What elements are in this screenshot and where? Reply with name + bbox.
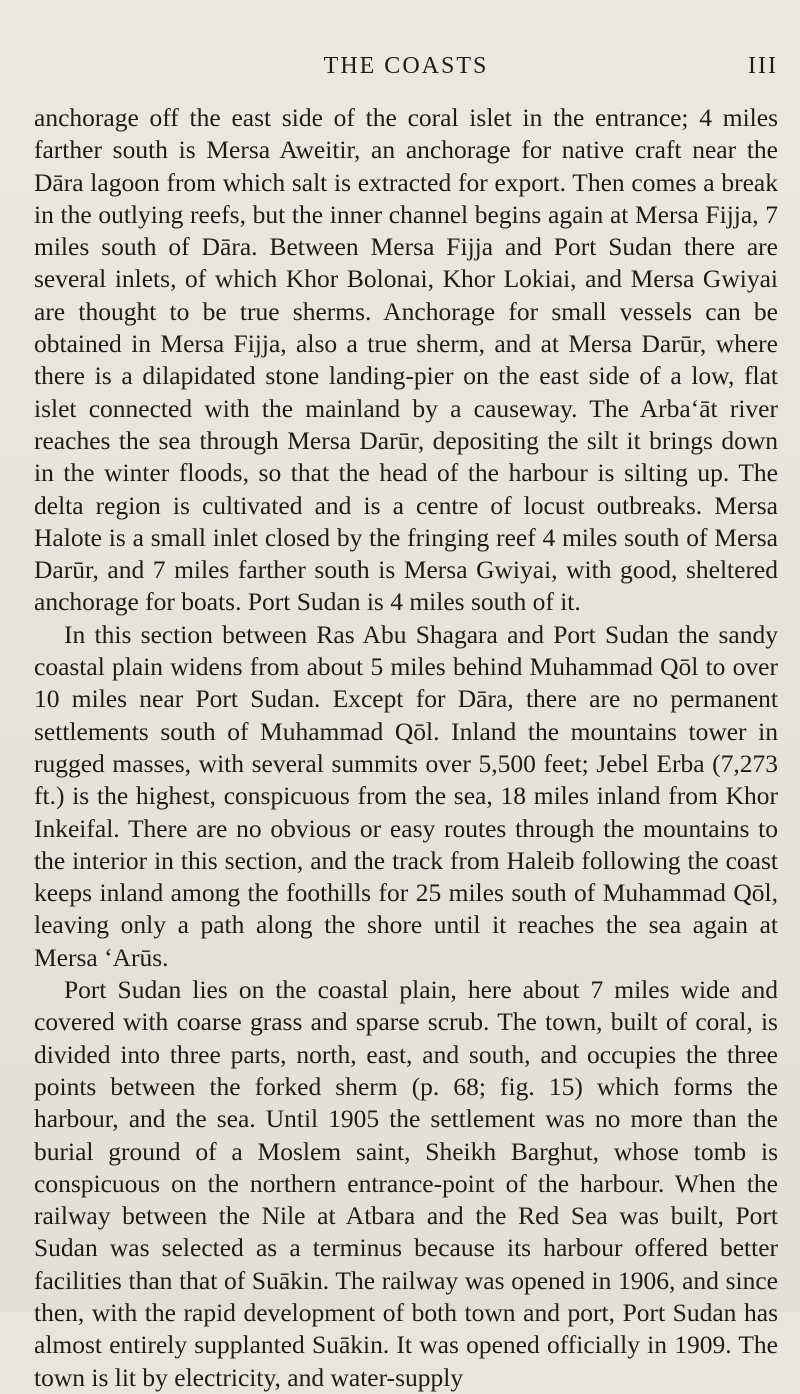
body-text <box>34 102 778 1394</box>
running-title: THE COASTS <box>323 53 489 79</box>
paragraph-ras-abu-shagara: In this section between Ras Abu Shagara and Port Sudan the sandy coastal plain widens from about 5 miles behind Muhammad Qōl to over 10 miles near Port Sudan. Except for Dāra, there are no permanent settlements south of Muhammad Qōl. Inland the mountains tower in rugged masses, with several summits over 5,500 feet; Jebel Erba (7,273 ft.) is the highest, conspicuous from the sea, 18 miles inland from Khor Inkeifal. There are no obvious or easy routes through the mountains to the interior in this section, and the track from Haleib following the coast keeps inland among the foothills for 25 miles south of Muhammad Qōl, leaving only a path along the shore until it reaches the sea again at Mersa ‘Arūs. <box>34 619 778 972</box>
paragraph-port-sudan: Port Sudan lies on the coastal plain, here about 7 miles wide and covered with coarse grass and sparse scrub. The town, built of coral, is divided into three parts, north, east, and south, and occupies the three points between the forked sherm (p. 68; fig. 15) which forms the harbour, and the sea. Until 1905 the settlement was no more than the burial ground of a Moslem saint, Sheikh Barghut, whose tomb is conspicuous on the northern entrance-point of the harbour. When the railway between the Nile at Atbara and the Red Sea was built, Port Sudan was selected as a terminus because its harbour offered better facilities than that of Suākin. The railway was opened in 1906, and since then, with the rapid development of both town and port, Port Sudan has almost entirely supplanted Suākin. It was opened officially in 1909. The town is lit by electricity, and water-supply <box>34 975 778 1392</box>
page-number: III <box>748 53 778 79</box>
paragraph-continued: anchorage off the east side of the coral islet in the entrance; 4 miles farther south is Mersa Aweitir, an anchorage for native craft near the Dāra lagoon from which salt is extracted for export. Then comes a break in the outlying reefs, but the inner channel begins again at Mersa Fijja, 7 miles south of Dāra. Between Mersa Fijja and Port Sudan there are several inlets, of which Khor Bolonai, Khor Lokiai, and Mersa Gwiyai are thought to be true sherms. Anchorage for small vessels can be obtained in Mersa Fijja, also a true sherm, and at Mersa Darūr, where there is a dilapidated stone landing-pier on the east side of a low, flat islet connected with the mainland by a causeway. The Arba‘āt river reaches the sea through Mersa Darūr, depositing the silt it brings down in the winter floods, so that the head of the harbour is silting up. The delta region is cultivated and is a centre of locust outbreaks. Mersa Halote is a small inlet closed by the fringing reef 4 miles south of Mersa Darūr, and 7 miles farther south is Mersa Gwiyai, with good, sheltered anchorage for boats. Port Sudan is 4 miles south of it. <box>34 103 778 617</box>
running-head <box>34 48 778 84</box>
